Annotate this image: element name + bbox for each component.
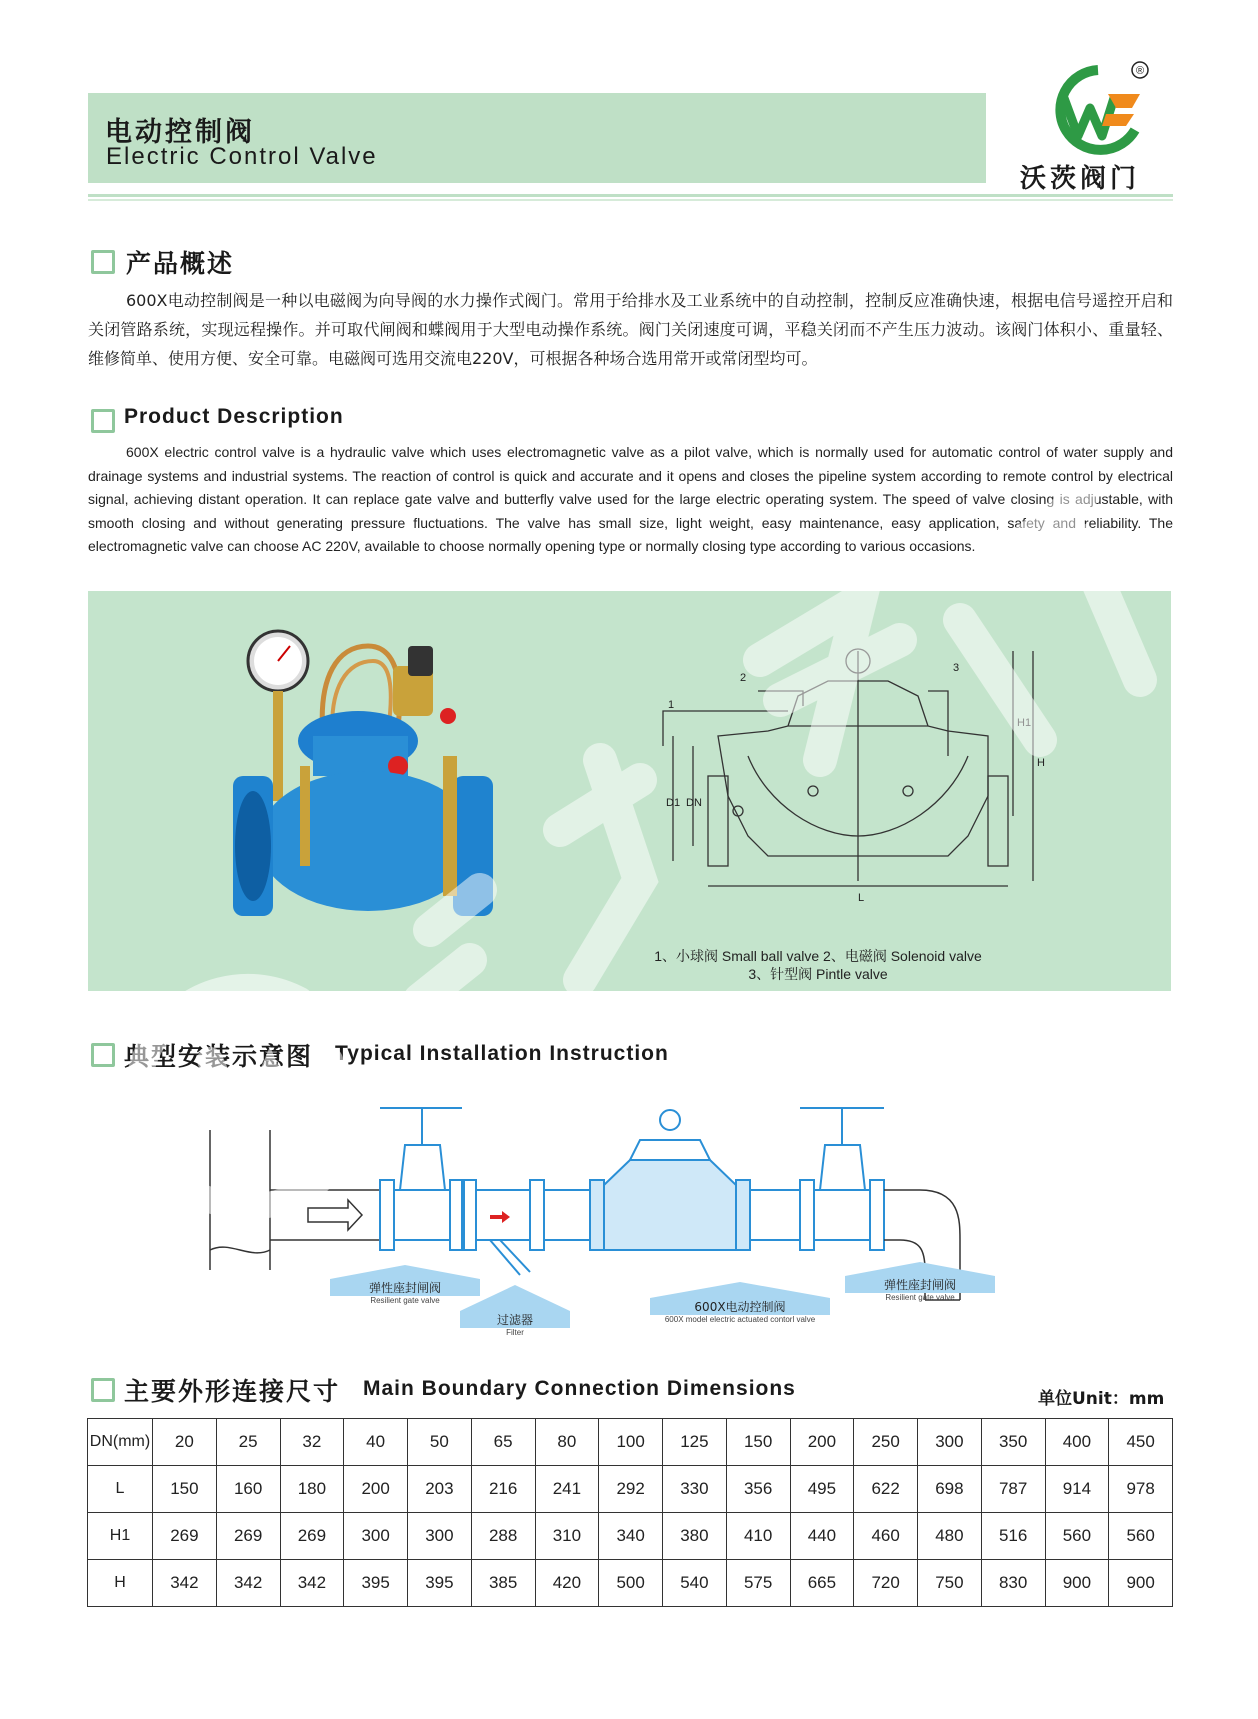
drawing-label-l: L	[858, 892, 865, 904]
table-cell: 216	[471, 1466, 535, 1513]
page-title-cn: 电动控制阀	[105, 117, 255, 148]
table-cell: 300	[918, 1419, 982, 1466]
table-cell: 750	[918, 1560, 982, 1607]
figure-caption-line1: 1、小球阀 Small ball valve 2、电磁阀 Solenoid valve	[654, 948, 982, 964]
table-cell: 516	[981, 1513, 1045, 1560]
drawing-label-2: 2	[740, 672, 747, 684]
description-text-en: 600X electric control valve is a hydraulic valve which uses electromagnetic valve as a pilot valve, which is normally used for automatic control of water supply and drainage systems and industrial systems. The reaction of control is quick and accurate and it opens and closes the pipeline system according to remote control by electrical signal, achieving distant operation. It can replace gate valve and butterfly valve used for the large electric operating system. The speed of valve closing is adjustable, with smooth closing and without generating pressure fluctuations. The valve has small size, light weight, easy maintenance, easy application, safety and reliability. The electromagnetic valve can choose AC 220V, available to choose normally opening type or normally closing type according to various occasions.	[88, 444, 1173, 554]
table-cell: 150	[726, 1419, 790, 1466]
table-cell: 150	[153, 1466, 217, 1513]
table-cell: 450	[1109, 1419, 1173, 1466]
wv-logo-icon	[1040, 58, 1150, 156]
table-cell: 269	[153, 1513, 217, 1560]
table-cell: 32	[280, 1419, 344, 1466]
drawing-label-h: H	[1037, 757, 1045, 769]
table-cell: 380	[663, 1513, 727, 1560]
table-cell: 914	[1045, 1466, 1109, 1513]
table-cell: 180	[280, 1466, 344, 1513]
overview-text-cn: 600X电动控制阀是一种以电磁阀为向导阀的水力操作式阀门。常用于给排水及工业系统中的自动控制，控制反应准确快速，根据电信号遥控开启和关闭管路系统，实现远程操作。并可取代闸阀和蝶阀用于大型电动操作系统。阀门关闭速度可调，平稳关闭而不产生压力波动。该阀门体积小、重量轻、维修简单、使用方便、安全可靠。电磁阀可选用交流电220V，可根据各种场合选用常开或常闭型均可。	[88, 291, 1173, 368]
table-cell: 80	[535, 1419, 599, 1466]
table-cell: 787	[981, 1466, 1045, 1513]
registered-mark: ®	[1135, 65, 1145, 77]
drawing-label-1: 1	[668, 699, 675, 711]
table-row-header: L	[88, 1466, 153, 1513]
section-marker-icon	[91, 250, 115, 274]
table-row	[88, 1466, 1173, 1513]
table-cell: 480	[918, 1513, 982, 1560]
install-label-gate-valve-2: 弹性座封闸阀 Resilient gate valve	[845, 1262, 995, 1302]
table-cell: 350	[981, 1419, 1045, 1466]
table-cell: 665	[790, 1560, 854, 1607]
figure-caption-line2: 3、针型阀 Pintle valve	[748, 966, 888, 982]
page-title-en: Electric Control Valve	[106, 143, 378, 170]
unit-label: 单位Unit：mm	[1038, 1389, 1165, 1409]
table-cell: 269	[216, 1513, 280, 1560]
table-cell: 420	[535, 1560, 599, 1607]
drawing-label-h1: H1	[1017, 717, 1032, 729]
table-row	[88, 1513, 1173, 1560]
table-cell: 395	[408, 1560, 472, 1607]
section-heading-installation-cn: 典型安装示意图	[124, 1042, 314, 1071]
product-figure-panel	[88, 591, 1171, 991]
table-cell: 622	[854, 1466, 918, 1513]
table-cell: 460	[854, 1513, 918, 1560]
table-row	[88, 1560, 1173, 1607]
table-cell: 400	[1045, 1419, 1109, 1466]
table-cell: 698	[918, 1466, 982, 1513]
table-cell: 200	[344, 1466, 408, 1513]
table-cell: 560	[1045, 1513, 1109, 1560]
install-label-filter: 过滤器 Filter	[460, 1285, 570, 1337]
table-cell: 100	[599, 1419, 663, 1466]
table-cell: 440	[790, 1513, 854, 1560]
table-cell: 560	[1109, 1513, 1173, 1560]
table-cell: 395	[344, 1560, 408, 1607]
drawing-label-dn: DN	[686, 797, 702, 809]
table-cell: 900	[1045, 1560, 1109, 1607]
table-cell: 410	[726, 1513, 790, 1560]
table-cell: 500	[599, 1560, 663, 1607]
table-cell: 342	[280, 1560, 344, 1607]
table-cell: 160	[216, 1466, 280, 1513]
table-row-header: DN(mm)	[88, 1419, 153, 1466]
table-row-header: H	[88, 1560, 153, 1607]
section-heading-dimensions-en: Main Boundary Connection Dimensions	[363, 1377, 796, 1400]
table-cell: 241	[535, 1466, 599, 1513]
section-heading-overview: 产品概述	[126, 249, 235, 278]
table-cell: 250	[854, 1419, 918, 1466]
section-heading-dimensions-cn: 主要外形连接尺寸	[124, 1377, 341, 1406]
brand-name: 沃茨阀门	[1020, 164, 1141, 194]
table-cell: 540	[663, 1560, 727, 1607]
table-cell: 25	[216, 1419, 280, 1466]
table-cell: 300	[408, 1513, 472, 1560]
table-cell: 830	[981, 1560, 1045, 1607]
section-heading-description: Product Description	[124, 405, 344, 428]
table-cell: 340	[599, 1513, 663, 1560]
table-cell: 50	[408, 1419, 472, 1466]
table-cell: 269	[280, 1513, 344, 1560]
table-cell: 342	[153, 1560, 217, 1607]
table-cell: 65	[471, 1419, 535, 1466]
drawing-label-3: 3	[953, 662, 960, 674]
table-cell: 978	[1109, 1466, 1173, 1513]
drawing-label-d1: D1	[666, 797, 681, 809]
header-divider	[88, 194, 1173, 197]
table-cell: 20	[153, 1419, 217, 1466]
table-cell: 300	[344, 1513, 408, 1560]
table-cell: 342	[216, 1560, 280, 1607]
table-cell: 356	[726, 1466, 790, 1513]
table-row	[88, 1419, 1173, 1466]
install-label-gate-valve-1: 弹性座封闸阀 Resilient gate valve	[330, 1265, 480, 1305]
table-cell: 125	[663, 1419, 727, 1466]
table-cell: 292	[599, 1466, 663, 1513]
section-marker-icon	[91, 1378, 115, 1402]
valve-technical-drawing	[568, 636, 1048, 916]
table-cell: 575	[726, 1560, 790, 1607]
table-cell: 288	[471, 1513, 535, 1560]
table-cell: 720	[854, 1560, 918, 1607]
dimensions-table	[87, 1418, 1173, 1607]
table-cell: 310	[535, 1513, 599, 1560]
section-marker-icon	[91, 1043, 115, 1067]
table-cell: 40	[344, 1419, 408, 1466]
valve-photo-illustration	[228, 616, 528, 956]
table-cell: 330	[663, 1466, 727, 1513]
section-heading-installation-en: Typical Installation Instruction	[335, 1042, 669, 1065]
table-cell: 200	[790, 1419, 854, 1466]
table-cell: 900	[1109, 1560, 1173, 1607]
table-cell: 495	[790, 1466, 854, 1513]
section-marker-icon	[91, 409, 115, 433]
table-cell: 385	[471, 1560, 535, 1607]
install-label-control-valve: 600X电动控制阀 600X model electric actuated contorl valve	[650, 1282, 830, 1324]
header-divider-secondary	[88, 199, 1173, 201]
table-row-header: H1	[88, 1513, 153, 1560]
table-cell: 203	[408, 1466, 472, 1513]
